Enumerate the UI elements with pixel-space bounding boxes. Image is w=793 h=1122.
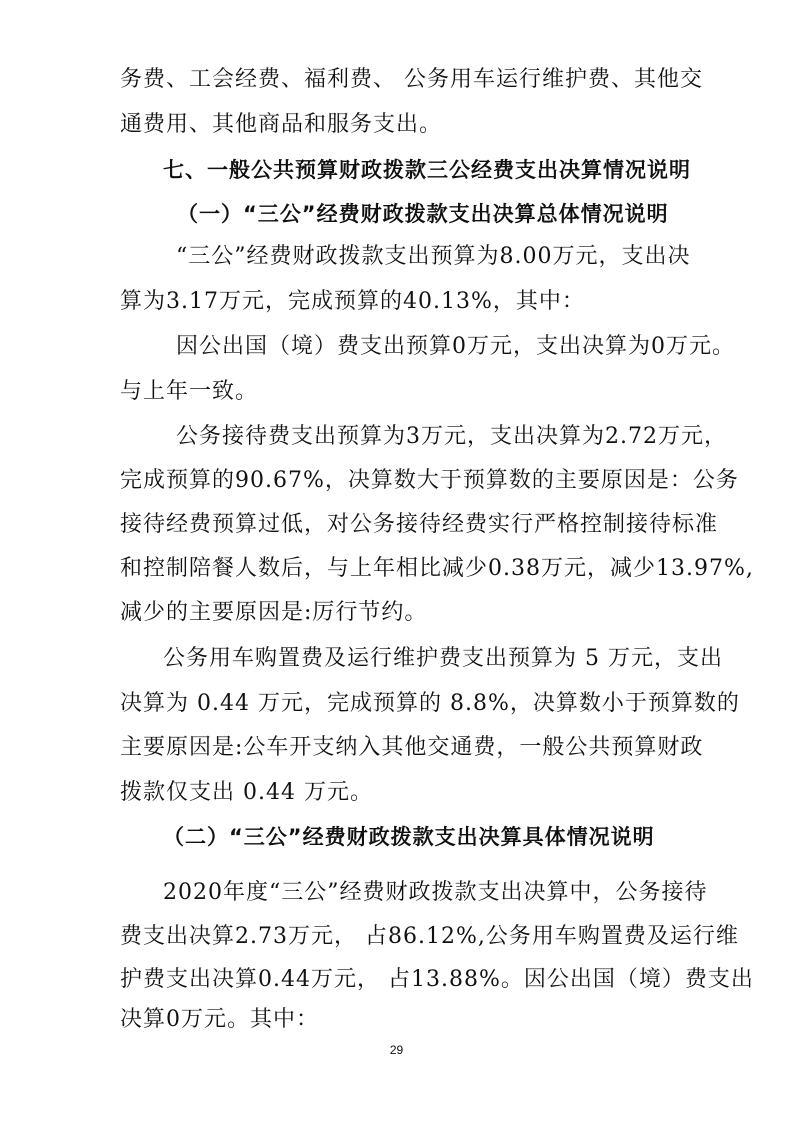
paragraph-line: 接待经费预算过低，对公务接待经费实行严格控制接待标准 [120, 512, 719, 537]
paragraph-line: 费支出决算2.73万元， 占86.12%,公务用车购置费及运行维 [120, 924, 739, 949]
paragraph-line: 拨款仅支出 0.44 万元。 [120, 780, 373, 805]
paragraph-line: “三公”经费财政拨款支出预算为8.00万元，支出决 [176, 244, 691, 269]
paragraph-line: 决算0万元。其中： [120, 1007, 319, 1032]
paragraph-line: 护费支出决算0.44万元， 占13.88%。因公出国（境）费支出 [120, 967, 754, 992]
paragraph-line: 公务用车购置费及运行维护费支出预算为 5 万元，支出 [163, 646, 723, 671]
paragraph-line: 公务接待费支出预算为3万元，支出决算为2.72万元， [176, 424, 727, 449]
paragraph-line: 通费用、其他商品和服务支出。 [120, 112, 443, 137]
section-heading: 七、一般公共预算财政拨款三公经费支出决算情况说明 [163, 158, 691, 182]
subsection-heading: （二）“三公”经费财政拨款支出决算具体情况说明 [163, 825, 655, 849]
subsection-heading: （一）“三公”经费财政拨款支出决算总体情况说明 [177, 202, 669, 226]
paragraph-line: 与上年一致。 [120, 379, 259, 404]
paragraph-line: 务费、工会经费、福利费、 公务用车运行维护费、其他交 [120, 67, 703, 92]
paragraph-line: 2020年度“三公”经费财政拨款支出决算中，公务接待 [163, 880, 708, 905]
paragraph-line: 和控制陪餐人数后，与上年相比减少0.38万元，减少13.97%, [120, 556, 754, 581]
paragraph-line: 因公出国（境）费支出预算0万元，支出决算为0万元。 [176, 334, 735, 359]
paragraph-line: 完成预算的90.67%，决算数大于预算数的主要原因是：公务 [120, 468, 739, 493]
paragraph-line: 减少的主要原因是:厉行节约。 [120, 600, 428, 625]
paragraph-line: 主要原因是:公车开支纳入其他交通费，一般公共预算财政 [120, 735, 704, 760]
paragraph-line: 决算为 0.44 万元，完成预算的 8.8%，决算数小于预算数的 [120, 691, 740, 716]
paragraph-line: 算为3.17万元，完成预算的40.13%，其中： [120, 289, 585, 314]
page-number: 29 [389, 1043, 404, 1057]
